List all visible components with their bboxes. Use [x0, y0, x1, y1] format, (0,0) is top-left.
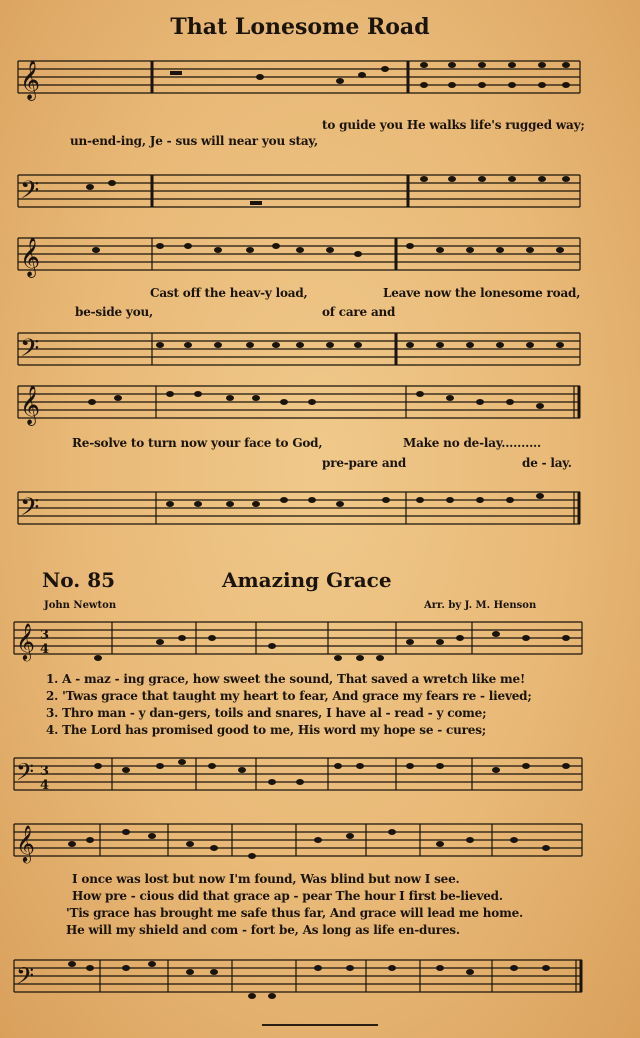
music-staff: [0, 55, 640, 115]
verse-line: How pre - cious did that grace ap - pear The hour I first be-lieved.: [72, 889, 503, 903]
verse-line: 4. The Lord has promised good to me, His word my hope se - cures;: [46, 723, 486, 737]
music-staff: [0, 325, 640, 375]
svg-text:3: 3: [40, 764, 50, 779]
music-staff: [0, 230, 640, 286]
song-title: That Lonesome Road: [170, 14, 430, 40]
svg-text:4: 4: [40, 778, 50, 793]
svg-text:𝄞: 𝄞: [16, 824, 35, 862]
music-staff: [0, 944, 640, 1008]
svg-text:𝄢: 𝄢: [16, 962, 35, 995]
verse-line: 2. 'Twas grace that taught my heart to fear, And grace my fears re - lieved;: [46, 689, 532, 703]
music-staff: [0, 744, 640, 804]
svg-text:𝄢: 𝄢: [20, 176, 40, 211]
svg-text:𝄢: 𝄢: [20, 334, 40, 369]
verse-line: He will my shield and com - fort be, As long as life en-dures.: [66, 923, 460, 937]
svg-text:𝄢: 𝄢: [16, 758, 35, 791]
svg-text:4: 4: [40, 642, 50, 657]
svg-text:𝄞: 𝄞: [20, 385, 41, 425]
lyric-line: be-side you,: [75, 305, 154, 319]
song-title: Amazing Grace: [222, 568, 392, 592]
svg-text:𝄢: 𝄢: [20, 493, 40, 528]
verse-line: I once was lost but now I'm found, Was blind but now I see.: [72, 872, 460, 886]
svg-text:𝄞: 𝄞: [20, 60, 41, 100]
verse-line: 'Tis grace has brought me safe thus far, And grace will lead me home.: [66, 906, 523, 920]
music-staff: [0, 810, 640, 870]
svg-text:3: 3: [40, 628, 50, 643]
lyric-line: to guide you He walks life's rugged way;: [322, 118, 585, 132]
verse-line: 3. Thro man - y dan-gers, toils and snares, I have al - read - y come;: [46, 706, 487, 720]
music-staff: [0, 482, 640, 538]
lyric-line: Re-solve to turn now your face to God,: [72, 436, 323, 450]
author: John Newton: [44, 600, 117, 611]
lyric-line: Leave now the lonesome road,: [383, 286, 581, 300]
svg-text:𝄞: 𝄞: [20, 237, 41, 277]
music-staff: [0, 612, 640, 670]
lyric-line: of care and: [322, 305, 396, 319]
divider: [262, 1024, 378, 1026]
arranger: Arr. by J. M. Henson: [424, 600, 537, 611]
lyric-line: Make no de-lay..........: [403, 436, 542, 450]
lyric-line: un-end-ing, Je - sus will near you stay,: [70, 134, 319, 148]
lyric-line: Cast off the heav-y load,: [150, 286, 308, 300]
music-staff: [0, 165, 640, 225]
verse-line: 1. A - maz - ing grace, how sweet the sound, That saved a wretch like me!: [46, 672, 526, 686]
lyric-line: pre-pare and: [322, 456, 407, 470]
svg-text:𝄞: 𝄞: [16, 622, 35, 660]
lyric-line: de - lay.: [522, 456, 572, 470]
music-staff: [0, 378, 640, 434]
hymn-number: No. 85: [42, 568, 116, 592]
